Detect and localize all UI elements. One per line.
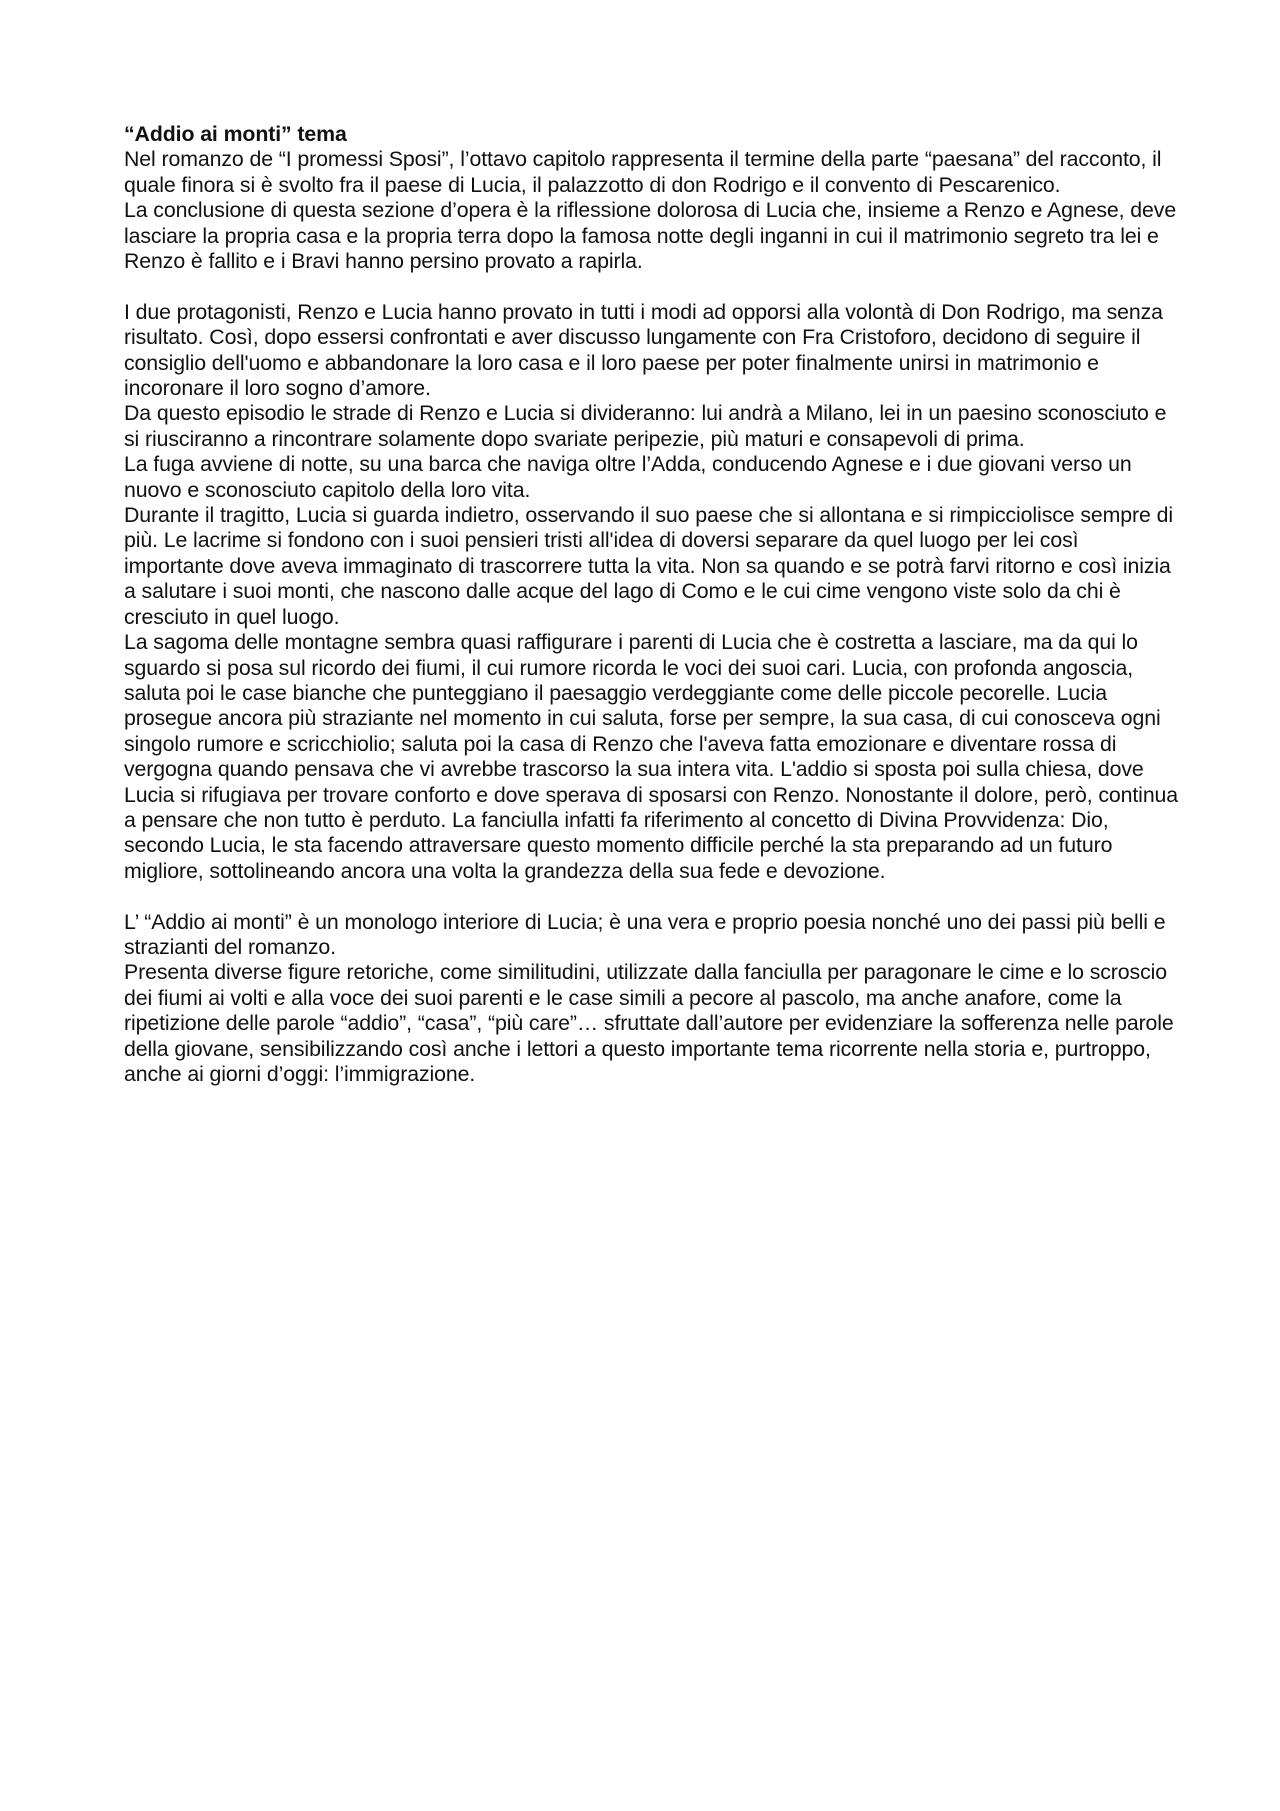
paragraph-conclusion-section: La conclusione di questa sezione d’opera è la riflessione dolorosa di Lucia che, insieme a Renzo e Agnese, deve lasciare la propria casa e la propria terra dopo la famosa notte degli inganni in cui il matrimonio segreto tra lei e Renzo è fallito e i Bravi hanno persino provato a rapirla. — [124, 198, 1177, 274]
paragraph-intro: Nel romanzo de “I promessi Sposi”, l’ottavo capitolo rappresenta il termine della parte “paesana” del racconto, il quale finora si è svolto fra il paese di Lucia, il palazzotto di don Rodrigo e il convento di Pescarenico. — [124, 147, 1162, 197]
paragraph-journey: Durante il tragitto, Lucia si guarda indietro, osservando il suo paese che si allontana e si rimpicciolisce sempre di più. Le lacrime si fondono con i suoi pensieri tristi all'idea di doversi separare da quel luogo per lei così importante dove aveva immaginato di trascorrere tutta la vita. Non sa quando e se potrà farvi ritorno e così inizia a salutare i suoi monti, che nascono dalle acque del lago di Como e le cui cime vengono viste solo da chi è cresciuto in quel luogo. — [124, 503, 1173, 629]
paragraph-spacer — [124, 274, 1179, 299]
paragraph-spacer — [124, 884, 1179, 909]
paragraph-protagonists: I due protagonisti, Renzo e Lucia hanno provato in tutti i modi ad opporsi alla volontà di Don Rodrigo, ma senza risultato. Così, dopo essersi confrontati e aver discusso lungamente con Fra Cristoforo, decidono di seguire il consiglio dell'uomo e abbandonare la loro casa e il loro paese per poter finalmente unirsi in matrimonio e incoronare il loro sogno d’amore. — [124, 299, 1163, 401]
paragraph-farewell: La sagoma delle montagne sembra quasi raffigurare i parenti di Lucia che è costretta a lasciare, ma da qui lo sguardo si posa sul ricordo dei fiumi, il cui rumore ricorda le voci dei suoi cari. Lucia, con profonda angoscia, saluta poi le case bianche che punteggiano il paesaggio verdeggiante come delle piccole pecorelle. Lucia prosegue ancora più straziante nel momento in cui saluta, forse per sempre, la sua casa, di cui conosceva ogni singolo rumore e scricchiolio; saluta poi la casa di Renzo che l'aveva fatta emozionare e diventare rossa di vergogna quando pensava che vi avrebbe trascorso la sua intera vita. L'addio si sposta poi sulla chiesa, dove Lucia si rifugiava per trovare conforto e dove sperava di sposarsi con Renzo. Nonostante il dolore, però, continua a pensare che non tutto è perduto. La fanciulla infatti fa riferimento al concetto di Divina Provvidenza: Dio, secondo Lucia, le sta facendo attraversare questo momento difficile perché la sta preparando ad un futuro migliore, sottolineando ancora una volta la grandezza della sua fede e devozione. — [124, 630, 1179, 883]
paragraph-rhetoric: Presenta diverse figure retoriche, come similitudini, utilizzate dalla fanciulla per paragonare le cime e lo scroscio dei fiumi ai volti e alla voce dei suoi parenti e le case simili a pecore al pascolo, ma anche anafore, come la ripetizione delle parole “addio”, “casa”, “più care”… sfruttate dall’autore per evidenziare la sofferenza nelle parole della giovane, sensibilizzando così anche i lettori a questo importante tema ricorrente nella storia e, purtroppo, anche ai giorni d’oggi: l’immigrazione. — [124, 960, 1174, 1086]
paragraph-escape: La fuga avviene di notte, su una barca che naviga oltre l’Adda, conducendo Agnese e i due giovani verso un nuovo e sconosciuto capitolo della loro vita. — [124, 452, 1132, 502]
document-title: “Addio ai monti” tema — [124, 122, 347, 146]
paragraph-roads-divide: Da questo episodio le strade di Renzo e Lucia si divideranno: lui andrà a Milano, lei in un paesino sconosciuto e si riusciranno a rincontrare solamente dopo svariate peripezie, più maturi e consapevoli di prima. — [124, 401, 1167, 451]
paragraph-monologue: L’ “Addio ai monti” è un monologo interiore di Lucia; è una vera e proprio poesia nonché uno dei passi più belli e strazianti del romanzo. — [124, 909, 1166, 959]
document-body — [124, 122, 1179, 1087]
